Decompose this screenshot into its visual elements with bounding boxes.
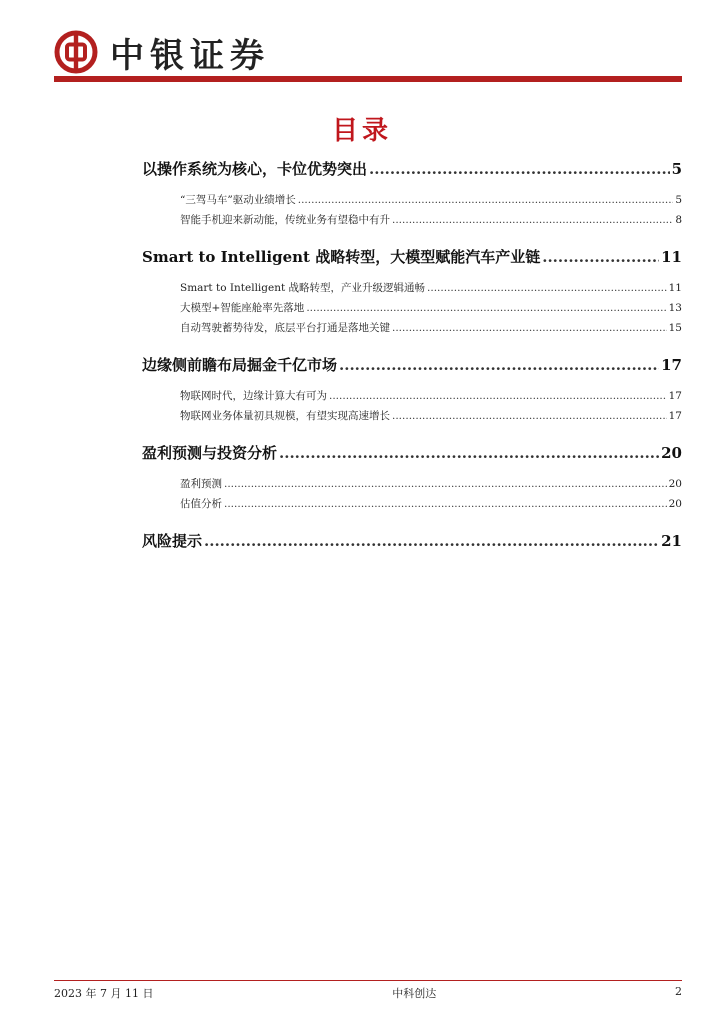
dot-leader	[329, 386, 667, 406]
toc-entry-page: 21	[661, 532, 682, 550]
toc-entry[interactable]	[142, 354, 682, 376]
dot-leader	[392, 210, 673, 230]
toc-entry-page: 20	[668, 498, 682, 510]
toc-entry[interactable]	[142, 406, 682, 426]
toc-entry[interactable]	[142, 494, 682, 514]
dot-leader	[224, 494, 667, 514]
toc-entry[interactable]	[142, 474, 682, 494]
dot-leader	[392, 318, 667, 338]
toc-entry-label: 估值分析	[180, 498, 222, 510]
dot-leader	[279, 442, 659, 464]
report-date: 2023 年 7 月 11 日	[54, 987, 154, 1000]
toc-entry-label: Smart to Intelligent 战略转型，大模型赋能汽车产业链	[142, 248, 541, 266]
dot-leader	[392, 406, 667, 426]
dot-leader	[542, 246, 659, 268]
page-footer	[54, 985, 682, 1001]
toc-entry[interactable]	[142, 298, 682, 318]
toc-entry-label: 物联网业务体量初具规模，有望实现高速增长	[180, 410, 390, 422]
toc-entry-page: 17	[668, 410, 682, 422]
toc-entry-page: 17	[661, 356, 682, 374]
toc-entry[interactable]	[142, 278, 682, 298]
page-number: 2	[674, 985, 682, 998]
toc-entry-label: “三驾马车”驱动业绩增长	[180, 194, 296, 206]
toc-entry-label: Smart to Intelligent 战略转型，产业升级逻辑通畅	[180, 282, 426, 294]
toc-entry-label: 以操作系统为核心，卡位优势突出	[142, 160, 368, 178]
toc-entry-label: 盈利预测与投资分析	[142, 444, 278, 462]
toc-entry-label: 大模型+智能座舱率先落地	[180, 302, 305, 314]
toc-entry-page: 15	[668, 322, 682, 334]
toc-entry-label: 盈利预测	[180, 478, 222, 490]
toc-entry-page: 11	[661, 248, 682, 266]
table-of-contents	[142, 158, 682, 552]
bank-of-china-logo-icon	[54, 30, 98, 74]
toc-entry[interactable]	[142, 386, 682, 406]
toc-entry-page: 17	[668, 390, 682, 402]
dot-leader	[306, 298, 666, 318]
toc-entry[interactable]	[142, 210, 682, 230]
footer-divider	[54, 980, 682, 981]
toc-entry-page: 5	[671, 160, 682, 178]
header-divider	[54, 76, 682, 82]
toc-entry[interactable]	[142, 318, 682, 338]
toc-entry-page: 20	[668, 478, 682, 490]
toc-entry[interactable]	[142, 442, 682, 464]
brand-name: 中银证券	[110, 35, 270, 76]
toc-entry-label: 边缘侧前瞻布局掘金千亿市场	[142, 356, 338, 374]
toc-title: 目录	[331, 116, 392, 146]
toc-entry-page: 8	[675, 214, 682, 226]
toc-entry-page: 11	[668, 282, 682, 294]
toc-entry-label: 智能手机迎来新动能，传统业务有望稳中有升	[180, 214, 390, 226]
toc-entry-label: 风险提示	[142, 532, 203, 550]
dot-leader	[427, 278, 667, 298]
toc-entry-label: 自动驾驶蓄势待发，底层平台打通是落地关键	[180, 322, 390, 334]
toc-entry[interactable]	[142, 530, 682, 552]
toc-entry-page: 13	[668, 302, 682, 314]
toc-entry-page: 5	[675, 194, 682, 206]
dot-leader	[204, 530, 659, 552]
dot-leader	[339, 354, 659, 376]
toc-entry[interactable]	[142, 246, 682, 268]
dot-leader	[224, 474, 667, 494]
company-name: 中科创达	[392, 987, 437, 1000]
toc-entry[interactable]	[142, 158, 682, 180]
dot-leader	[298, 190, 674, 210]
toc-entry-page: 20	[661, 444, 682, 462]
toc-entry-label: 物联网时代，边缘计算大有可为	[180, 390, 327, 402]
dot-leader	[369, 158, 670, 180]
page-header	[54, 28, 270, 76]
toc-entry[interactable]	[142, 190, 682, 210]
